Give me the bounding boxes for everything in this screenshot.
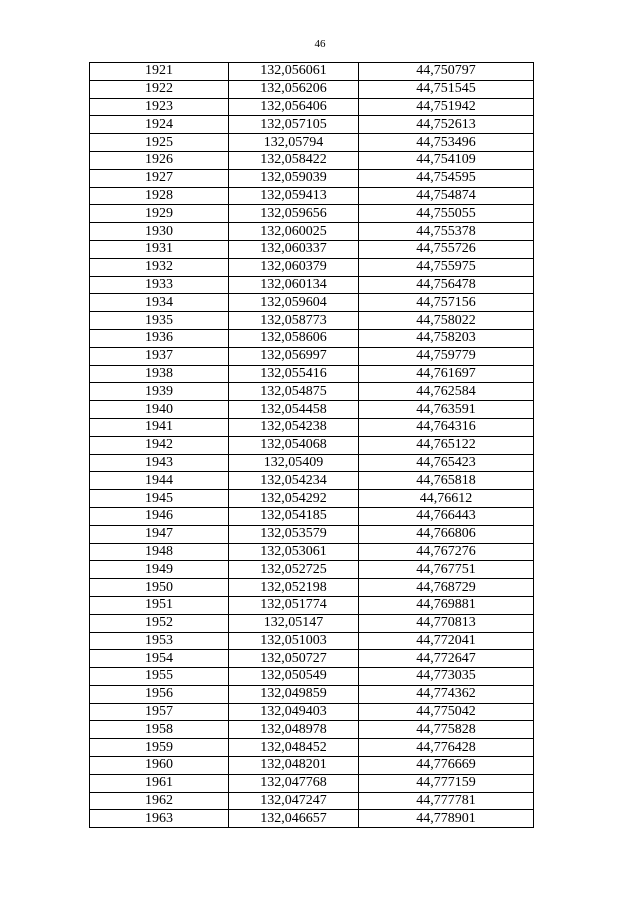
year-cell: 1941 xyxy=(90,418,229,436)
value-a-cell: 132,059039 xyxy=(229,169,359,187)
year-cell: 1961 xyxy=(90,774,229,792)
value-b-cell: 44,762584 xyxy=(359,383,534,401)
value-b-cell: 44,76612 xyxy=(359,490,534,508)
value-a-cell: 132,060134 xyxy=(229,276,359,294)
table-row xyxy=(90,312,534,330)
year-cell: 1925 xyxy=(90,134,229,152)
year-cell: 1922 xyxy=(90,80,229,98)
year-cell: 1951 xyxy=(90,596,229,614)
value-a-cell: 132,053579 xyxy=(229,525,359,543)
value-a-cell: 132,058422 xyxy=(229,151,359,169)
value-b-cell: 44,758203 xyxy=(359,329,534,347)
table-row xyxy=(90,240,534,258)
table-row xyxy=(90,294,534,312)
value-a-cell: 132,056406 xyxy=(229,98,359,116)
year-cell: 1945 xyxy=(90,490,229,508)
table-row xyxy=(90,418,534,436)
value-a-cell: 132,054185 xyxy=(229,507,359,525)
value-a-cell: 132,054458 xyxy=(229,401,359,419)
year-cell: 1921 xyxy=(90,63,229,81)
value-b-cell: 44,751942 xyxy=(359,98,534,116)
value-b-cell: 44,750797 xyxy=(359,63,534,81)
value-a-cell: 132,050549 xyxy=(229,668,359,686)
value-b-cell: 44,777159 xyxy=(359,774,534,792)
value-a-cell: 132,05794 xyxy=(229,134,359,152)
year-cell: 1930 xyxy=(90,223,229,241)
table-row xyxy=(90,223,534,241)
table-row xyxy=(90,472,534,490)
value-b-cell: 44,763591 xyxy=(359,401,534,419)
table-row xyxy=(90,757,534,775)
value-b-cell: 44,775828 xyxy=(359,721,534,739)
value-a-cell: 132,056061 xyxy=(229,63,359,81)
value-b-cell: 44,755975 xyxy=(359,258,534,276)
year-cell: 1939 xyxy=(90,383,229,401)
value-b-cell: 44,765122 xyxy=(359,436,534,454)
data-table xyxy=(89,62,534,828)
table-row xyxy=(90,507,534,525)
table-row xyxy=(90,98,534,116)
table-body xyxy=(90,63,534,828)
value-a-cell: 132,048978 xyxy=(229,721,359,739)
value-b-cell: 44,773035 xyxy=(359,668,534,686)
value-a-cell: 132,060337 xyxy=(229,240,359,258)
value-a-cell: 132,052725 xyxy=(229,561,359,579)
year-cell: 1933 xyxy=(90,276,229,294)
year-cell: 1923 xyxy=(90,98,229,116)
value-a-cell: 132,046657 xyxy=(229,810,359,828)
value-a-cell: 132,052198 xyxy=(229,579,359,597)
value-a-cell: 132,056997 xyxy=(229,347,359,365)
year-cell: 1950 xyxy=(90,579,229,597)
year-cell: 1926 xyxy=(90,151,229,169)
table-row xyxy=(90,596,534,614)
year-cell: 1924 xyxy=(90,116,229,134)
table-row xyxy=(90,614,534,632)
value-a-cell: 132,053061 xyxy=(229,543,359,561)
year-cell: 1928 xyxy=(90,187,229,205)
year-cell: 1959 xyxy=(90,739,229,757)
value-a-cell: 132,049403 xyxy=(229,703,359,721)
value-a-cell: 132,060379 xyxy=(229,258,359,276)
table-row xyxy=(90,187,534,205)
value-a-cell: 132,055416 xyxy=(229,365,359,383)
year-cell: 1934 xyxy=(90,294,229,312)
value-a-cell: 132,054238 xyxy=(229,418,359,436)
value-b-cell: 44,761697 xyxy=(359,365,534,383)
year-cell: 1954 xyxy=(90,650,229,668)
value-b-cell: 44,767751 xyxy=(359,561,534,579)
value-b-cell: 44,751545 xyxy=(359,80,534,98)
table-row xyxy=(90,685,534,703)
value-a-cell: 132,051003 xyxy=(229,632,359,650)
table-row xyxy=(90,436,534,454)
value-a-cell: 132,058773 xyxy=(229,312,359,330)
value-b-cell: 44,755726 xyxy=(359,240,534,258)
value-a-cell: 132,048201 xyxy=(229,757,359,775)
table-row xyxy=(90,365,534,383)
value-a-cell: 132,047768 xyxy=(229,774,359,792)
year-cell: 1929 xyxy=(90,205,229,223)
table-row xyxy=(90,525,534,543)
table-row xyxy=(90,721,534,739)
table-row xyxy=(90,543,534,561)
table-row xyxy=(90,579,534,597)
value-b-cell: 44,778901 xyxy=(359,810,534,828)
value-a-cell: 132,047247 xyxy=(229,792,359,810)
value-b-cell: 44,766806 xyxy=(359,525,534,543)
value-b-cell: 44,772041 xyxy=(359,632,534,650)
table-row xyxy=(90,810,534,828)
value-a-cell: 132,059604 xyxy=(229,294,359,312)
value-a-cell: 132,060025 xyxy=(229,223,359,241)
year-cell: 1927 xyxy=(90,169,229,187)
table-row xyxy=(90,739,534,757)
year-cell: 1948 xyxy=(90,543,229,561)
value-a-cell: 132,057105 xyxy=(229,116,359,134)
table-row xyxy=(90,383,534,401)
value-a-cell: 132,049859 xyxy=(229,685,359,703)
page-number: 46 xyxy=(314,38,326,50)
value-a-cell: 132,056206 xyxy=(229,80,359,98)
year-cell: 1958 xyxy=(90,721,229,739)
year-cell: 1938 xyxy=(90,365,229,383)
table-row xyxy=(90,792,534,810)
table-row xyxy=(90,169,534,187)
value-b-cell: 44,756478 xyxy=(359,276,534,294)
table-row xyxy=(90,116,534,134)
value-b-cell: 44,754874 xyxy=(359,187,534,205)
table-row xyxy=(90,454,534,472)
table-row xyxy=(90,774,534,792)
table-row xyxy=(90,490,534,508)
year-cell: 1940 xyxy=(90,401,229,419)
value-b-cell: 44,765423 xyxy=(359,454,534,472)
table-row xyxy=(90,205,534,223)
table-row xyxy=(90,276,534,294)
table-row xyxy=(90,347,534,365)
value-b-cell: 44,752613 xyxy=(359,116,534,134)
year-cell: 1955 xyxy=(90,668,229,686)
value-a-cell: 132,059413 xyxy=(229,187,359,205)
value-b-cell: 44,765818 xyxy=(359,472,534,490)
year-cell: 1943 xyxy=(90,454,229,472)
value-b-cell: 44,753496 xyxy=(359,134,534,152)
table-row xyxy=(90,650,534,668)
value-b-cell: 44,774362 xyxy=(359,685,534,703)
year-cell: 1963 xyxy=(90,810,229,828)
year-cell: 1952 xyxy=(90,614,229,632)
value-a-cell: 132,048452 xyxy=(229,739,359,757)
table-row xyxy=(90,401,534,419)
value-b-cell: 44,764316 xyxy=(359,418,534,436)
year-cell: 1960 xyxy=(90,757,229,775)
year-cell: 1931 xyxy=(90,240,229,258)
value-b-cell: 44,755378 xyxy=(359,223,534,241)
year-cell: 1949 xyxy=(90,561,229,579)
table-row xyxy=(90,632,534,650)
table-row xyxy=(90,668,534,686)
year-cell: 1947 xyxy=(90,525,229,543)
year-cell: 1957 xyxy=(90,703,229,721)
value-a-cell: 132,059656 xyxy=(229,205,359,223)
value-b-cell: 44,776428 xyxy=(359,739,534,757)
value-b-cell: 44,758022 xyxy=(359,312,534,330)
value-b-cell: 44,769881 xyxy=(359,596,534,614)
value-b-cell: 44,770813 xyxy=(359,614,534,632)
table-row xyxy=(90,561,534,579)
value-b-cell: 44,777781 xyxy=(359,792,534,810)
table-row xyxy=(90,134,534,152)
table-row xyxy=(90,329,534,347)
table-row xyxy=(90,80,534,98)
value-a-cell: 132,050727 xyxy=(229,650,359,668)
value-b-cell: 44,754595 xyxy=(359,169,534,187)
year-cell: 1936 xyxy=(90,329,229,347)
table-row xyxy=(90,703,534,721)
year-cell: 1942 xyxy=(90,436,229,454)
year-cell: 1937 xyxy=(90,347,229,365)
year-cell: 1956 xyxy=(90,685,229,703)
value-b-cell: 44,775042 xyxy=(359,703,534,721)
value-a-cell: 132,05147 xyxy=(229,614,359,632)
table-row xyxy=(90,151,534,169)
table-row xyxy=(90,258,534,276)
value-b-cell: 44,772647 xyxy=(359,650,534,668)
value-b-cell: 44,759779 xyxy=(359,347,534,365)
value-b-cell: 44,757156 xyxy=(359,294,534,312)
value-b-cell: 44,754109 xyxy=(359,151,534,169)
value-a-cell: 132,054234 xyxy=(229,472,359,490)
year-cell: 1962 xyxy=(90,792,229,810)
value-a-cell: 132,054068 xyxy=(229,436,359,454)
year-cell: 1932 xyxy=(90,258,229,276)
year-cell: 1935 xyxy=(90,312,229,330)
value-b-cell: 44,755055 xyxy=(359,205,534,223)
value-a-cell: 132,058606 xyxy=(229,329,359,347)
table-row xyxy=(90,63,534,81)
value-b-cell: 44,768729 xyxy=(359,579,534,597)
value-b-cell: 44,767276 xyxy=(359,543,534,561)
value-a-cell: 132,054292 xyxy=(229,490,359,508)
value-a-cell: 132,054875 xyxy=(229,383,359,401)
year-cell: 1944 xyxy=(90,472,229,490)
value-a-cell: 132,05409 xyxy=(229,454,359,472)
value-b-cell: 44,776669 xyxy=(359,757,534,775)
value-a-cell: 132,051774 xyxy=(229,596,359,614)
year-cell: 1946 xyxy=(90,507,229,525)
value-b-cell: 44,766443 xyxy=(359,507,534,525)
year-cell: 1953 xyxy=(90,632,229,650)
